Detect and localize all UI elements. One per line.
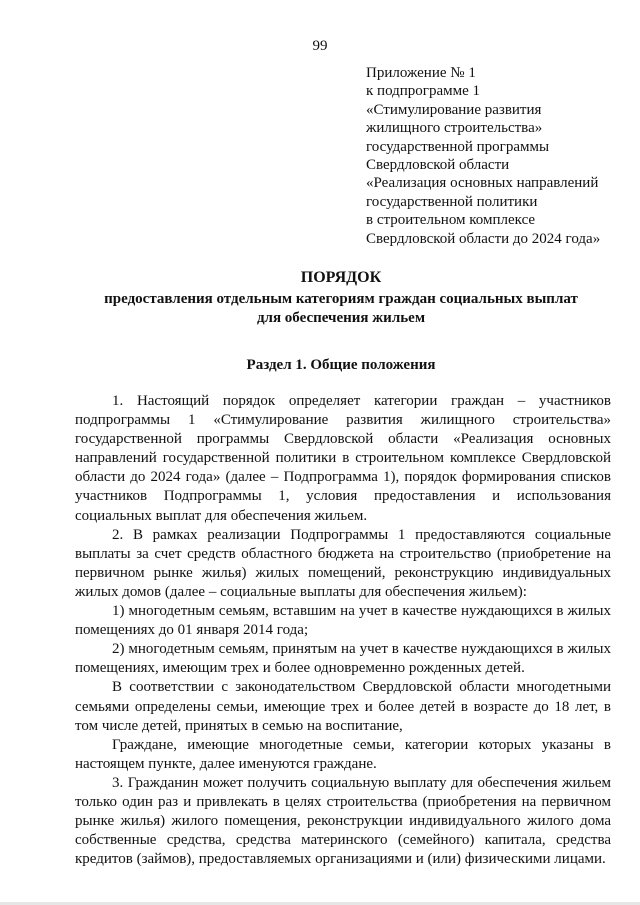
document-subtitle-line: для обеспечения жильем bbox=[256, 310, 426, 326]
appendix-line: «Реализация основных направлений bbox=[366, 175, 599, 192]
paragraph-citizens: Граждане, имеющие многодетные семьи, категории которых указаны в настоящем пункте, далее именуются граждане. bbox=[75, 736, 611, 772]
paragraph-2-item-1: 1) многодетным семьям, вставшим на учет в качестве нуждающихся в жилых помещениях до 01 января 2014 года; bbox=[75, 603, 611, 639]
appendix-line: Приложение № 1 bbox=[366, 65, 476, 81]
page-number: 99 bbox=[312, 38, 328, 54]
document-subtitle-line: предоставления отдельным категориям граждан социальных выплат bbox=[104, 291, 578, 307]
paragraph-2-item-2: 2) многодетным семьям, принятым на учет в качестве нуждающихся в жилых помещениях, имеющим трех и более одновременно рожденных детей. bbox=[75, 641, 611, 677]
document-title: ПОРЯДОК bbox=[300, 269, 382, 286]
appendix-line: Свердловской области bbox=[366, 157, 510, 174]
document-title-block bbox=[70, 268, 612, 328]
appendix-line: «Стимулирование развития bbox=[366, 101, 542, 118]
paragraph-3: 3. Гражданин может получить социальную выплату для обеспечения жильем только один раз и привлекать в целях строительства (приобретения на первичном рынке жилья) жилого помещения, реконструкции индивидуального жилого дома собственные средства, средства материнского (семейного) капитала, средства кредитов (займов), предоставляемых организациями и (или) физическими лицами. bbox=[75, 774, 611, 868]
appendix-line: государственной программы bbox=[366, 138, 550, 155]
paragraph-2: 2. В рамках реализации Подпрограммы 1 предоставляются социальные выплаты за счет средств областного бюджета на строительство (приобретение на первичном рынке жилья) жилых помещений, реконструкцию индивидуальных жилых домов (далее – социальные выплаты для обеспечения жильем): bbox=[75, 526, 611, 600]
appendix-line: к подпрограмме 1 bbox=[366, 83, 480, 100]
appendix-line: жилищного строительства» bbox=[366, 120, 543, 137]
appendix-reference bbox=[366, 64, 634, 248]
appendix-line: в строительном комплексе bbox=[366, 212, 536, 229]
document-body bbox=[75, 392, 611, 869]
paragraph-1: 1. Настоящий порядок определяет категории граждан – участников подпрограммы 1 «Стимулирование развития жилищного строительства» государственной программы Свердловской области «Реализация основных направлений государственной политики в строительном комплексе Свердловской области до 2024 года» (далее – Подпрограмма 1), порядок формирования списков участников Подпрограммы 1, условия предоставления и использования социальных выплат для обеспечения жильем. bbox=[75, 393, 611, 524]
paragraph-definition: В соответствии с законодательством Свердловской области многодетными семьями определены семьи, имеющие трех и более детей в возрасте до 18 лет, в том числе детей, принятых в семью на воспитание, bbox=[75, 679, 611, 734]
section-heading: Раздел 1. Общие положения bbox=[246, 357, 436, 373]
appendix-line: Свердловской области до 2024 года» bbox=[366, 230, 601, 247]
appendix-line: государственной политики bbox=[366, 193, 538, 210]
